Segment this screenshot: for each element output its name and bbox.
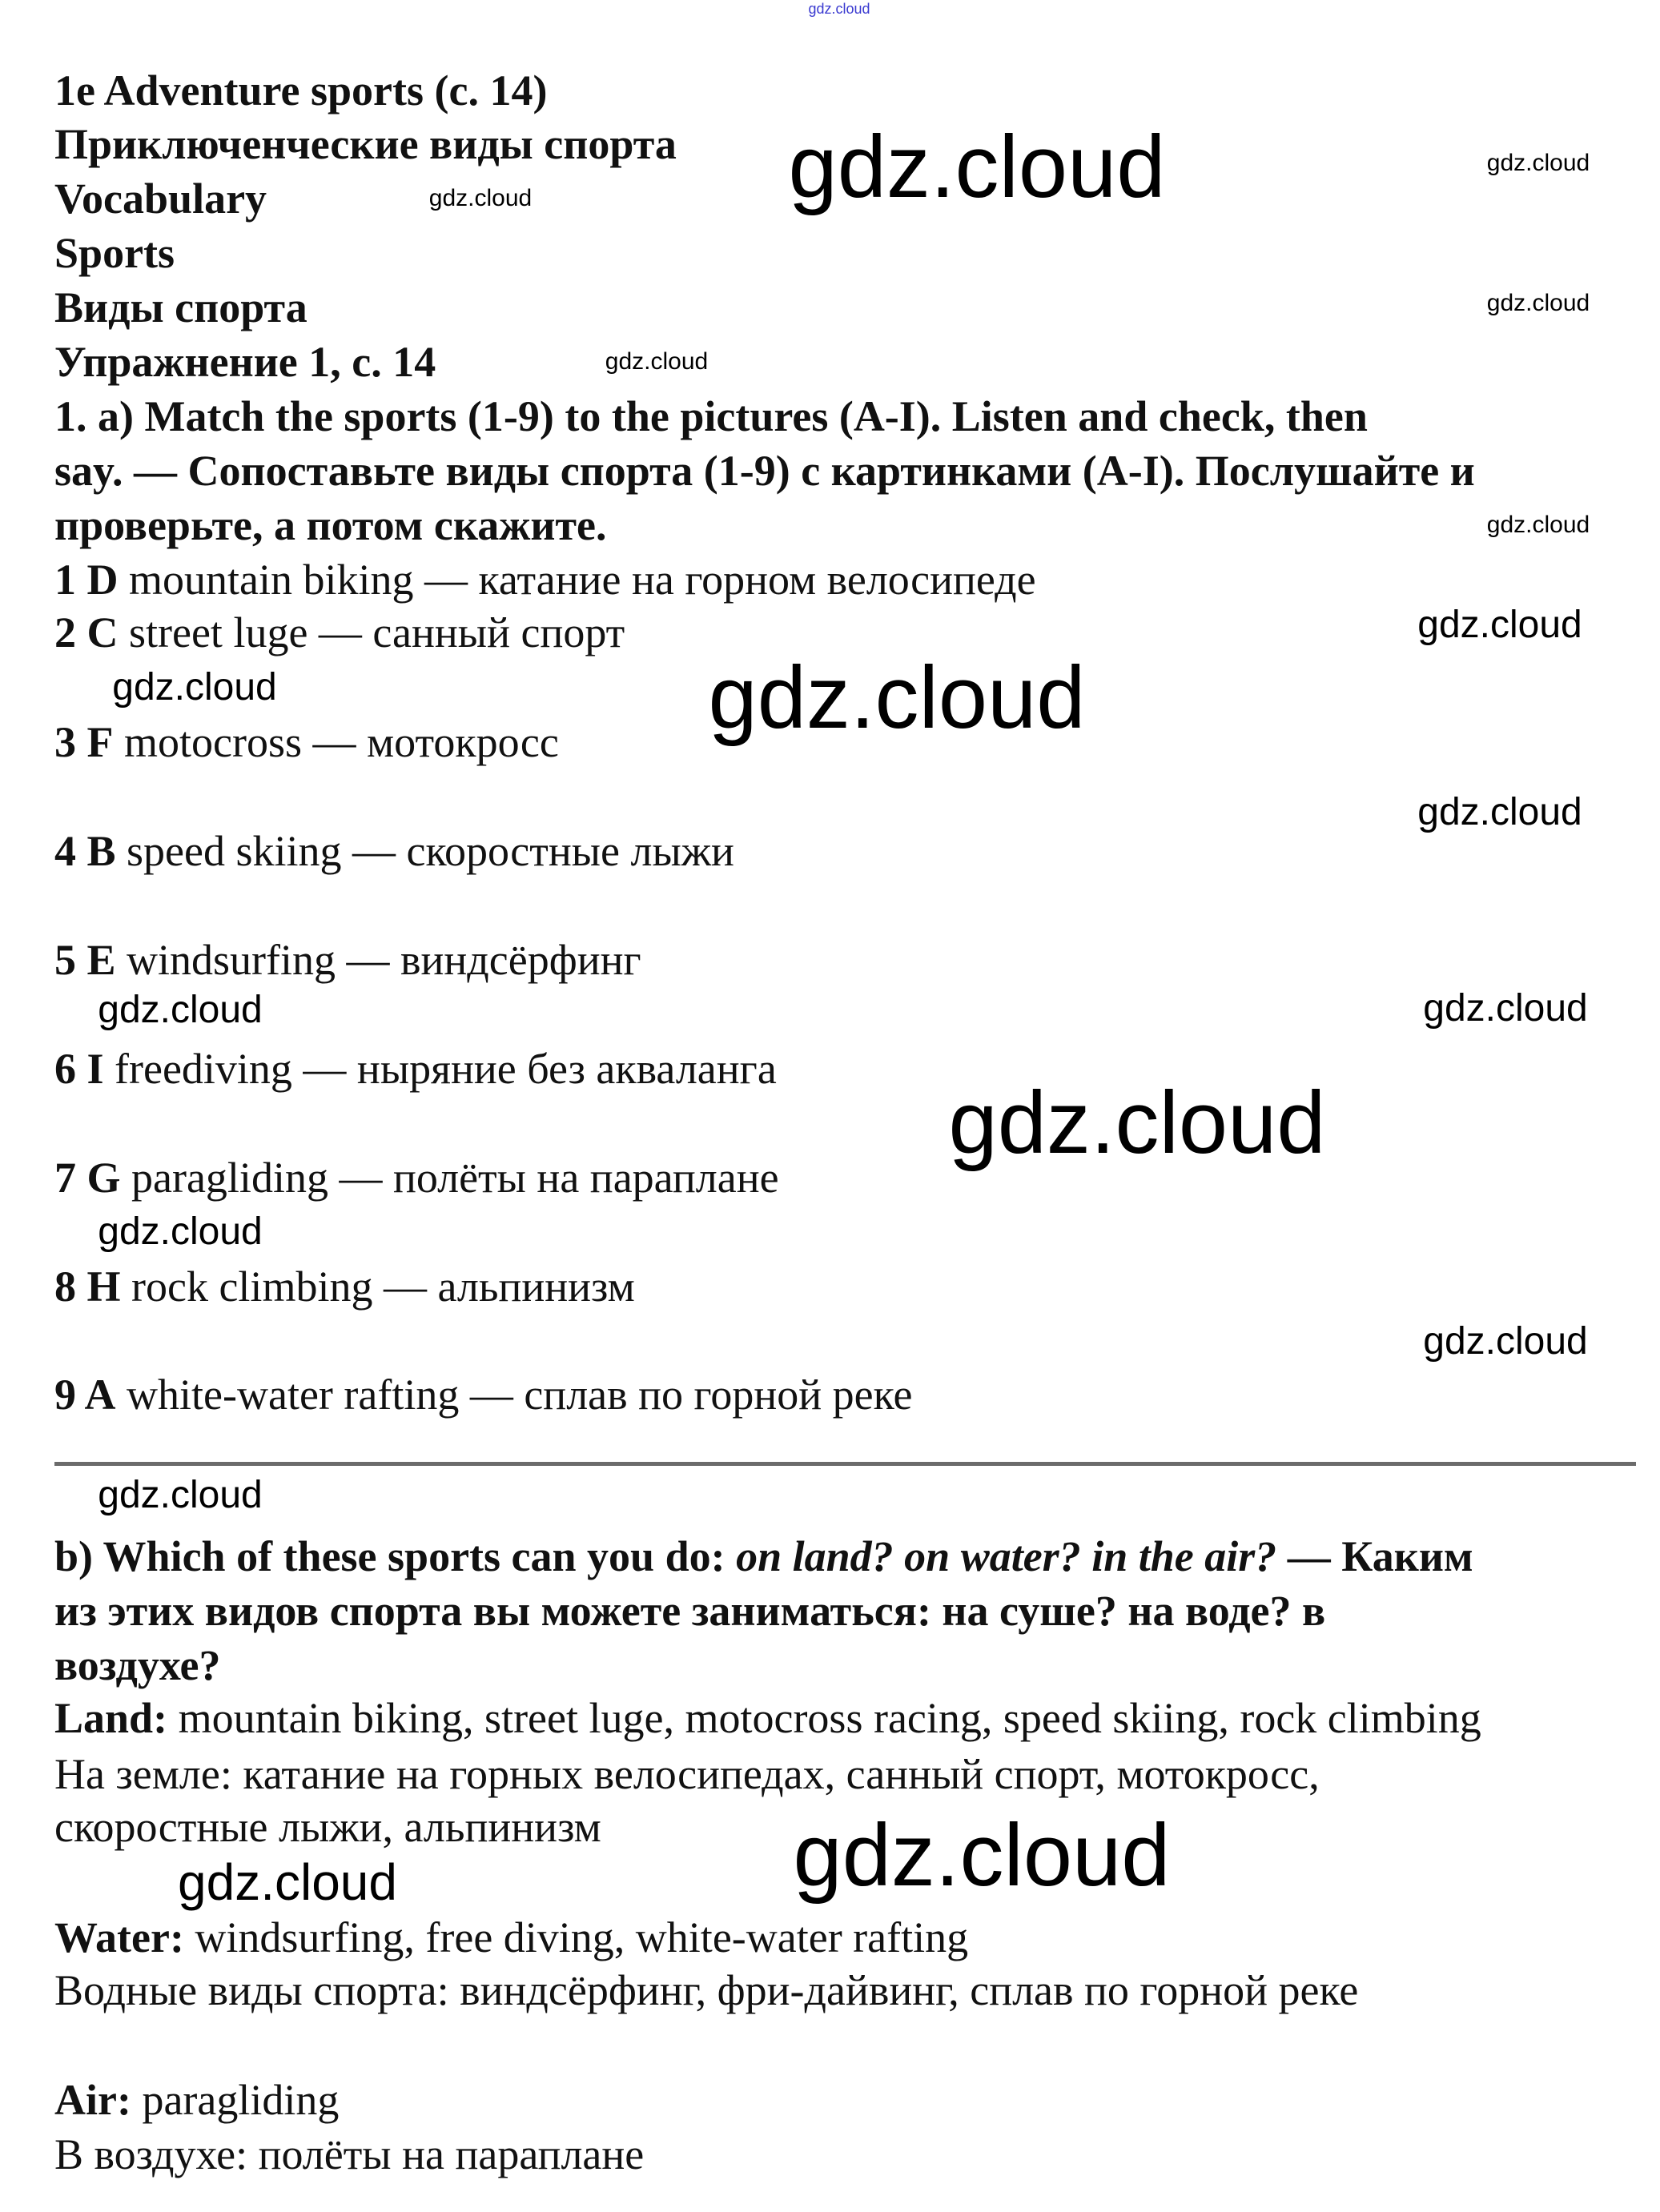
answer-key: 3 F: [54, 718, 114, 766]
answer-key: 8 H: [54, 1263, 121, 1311]
answer-item: [54, 1042, 777, 1096]
answer-item: [54, 552, 1036, 607]
task-b-line: воздухе?: [54, 1641, 221, 1689]
watermark: gdz.cloud: [1423, 1320, 1588, 1363]
watermark: gdz.cloud: [793, 1806, 1171, 1905]
exercise-heading: Упражнение 1, с. 14: [54, 338, 436, 386]
watermark: gdz.cloud: [178, 1853, 397, 1911]
answer-key: 9 A: [54, 1371, 116, 1419]
water-label: Water:: [54, 1913, 184, 1961]
water-answer-ru: Водные виды спорта: виндсёрфинг, фри-дайвинг, сплав по горной реке: [54, 1966, 1359, 2014]
horizontal-divider: [54, 1462, 1636, 1466]
task-b-suffix: — Каким: [1276, 1532, 1473, 1580]
task-b-prefix: b) Which of these sports can you do:: [54, 1532, 737, 1580]
task-a-line: say. — Сопоставьте виды спорта (1-9) с картинками (A-I). Послушайте и: [54, 447, 1475, 495]
watermark: gdz.cloud: [788, 118, 1166, 216]
answer-text: speed skiing — скоростные лыжи: [115, 827, 734, 875]
watermark: gdz.cloud: [1417, 604, 1582, 646]
answer-item: [54, 933, 641, 987]
answer-item: [54, 605, 625, 660]
task-a-line: проверьте, а потом скажите.: [54, 501, 607, 549]
watermark: gdz.cloud: [708, 648, 1086, 747]
answer-text: street luge — санный спорт: [118, 608, 625, 656]
subsection-heading: Sports: [54, 229, 175, 277]
watermark: gdz.cloud: [1417, 791, 1582, 833]
watermark: gdz.cloud: [98, 1474, 263, 1516]
watermark: gdz.cloud: [808, 1, 870, 17]
air-answer: [54, 2073, 339, 2127]
watermark: gdz.cloud: [98, 989, 263, 1031]
air-label: Air:: [54, 2076, 131, 2124]
answer-item: [54, 824, 734, 878]
watermark: gdz.cloud: [1486, 512, 1590, 538]
land-answer: [54, 1691, 1481, 1745]
land-text: mountain biking, street luge, motocross racing, speed skiing, rock climbing: [167, 1694, 1481, 1742]
watermark: gdz.cloud: [1486, 150, 1590, 176]
page-title: 1e Adventure sports (с. 14): [54, 66, 548, 114]
watermark: gdz.cloud: [98, 1210, 263, 1253]
answer-item: [54, 1367, 912, 1422]
watermark: gdz.cloud: [428, 185, 533, 211]
answer-key: 5 E: [54, 936, 116, 984]
watermark: gdz.cloud: [112, 666, 277, 709]
watermark: gdz.cloud: [1423, 987, 1588, 1030]
answer-item: [54, 1259, 635, 1314]
watermark: gdz.cloud: [948, 1074, 1326, 1172]
subsection-heading-ru: Виды спорта: [54, 283, 307, 331]
answer-text: freediving — ныряние без акваланга: [103, 1045, 777, 1093]
land-answer-ru: На земле: катание на горных велосипедах, санный спорт, мотокросс,: [54, 1750, 1320, 1798]
watermark: gdz.cloud: [605, 348, 709, 375]
section-heading: Vocabulary: [54, 175, 267, 223]
answer-text: windsurfing — виндсёрфинг: [115, 936, 641, 984]
water-text: windsurfing, free diving, white-water rafting: [183, 1913, 969, 1961]
land-answer-ru: скоростные лыжи, альпинизм: [54, 1803, 601, 1851]
watermark: gdz.cloud: [1486, 290, 1590, 316]
task-b-italic: on land? on water? in the air?: [736, 1532, 1277, 1580]
task-a-line: 1. a) Match the sports (1-9) to the pictures (A-I). Listen and check, then: [54, 392, 1368, 440]
air-answer-ru: В воздухе: полёты на параплане: [54, 2130, 645, 2178]
answer-key: 6 I: [54, 1045, 104, 1093]
answer-text: rock climbing — альпинизм: [120, 1263, 635, 1311]
answer-text: white-water rafting — сплав по горной реке: [115, 1371, 913, 1419]
answer-item: [54, 715, 559, 769]
answer-key: 1 D: [54, 556, 119, 604]
answer-key: 2 C: [54, 608, 119, 656]
task-b-line: из этих видов спорта вы можете заниматься: на суше? на воде? в: [54, 1587, 1326, 1635]
page-title-ru: Приключенческие виды спорта: [54, 120, 677, 168]
answer-key: 7 G: [54, 1154, 121, 1202]
air-text: paragliding: [131, 2076, 340, 2124]
land-label: Land:: [54, 1694, 168, 1742]
answer-item: [54, 1150, 779, 1205]
answer-text: motocross — мотокросс: [113, 718, 559, 766]
answer-text: paragliding — полёты на параплане: [120, 1154, 779, 1202]
answer-text: mountain biking — катание на горном велосипеде: [118, 556, 1036, 604]
task-b-line: [54, 1529, 1473, 1584]
water-answer: [54, 1910, 968, 1965]
answer-key: 4 B: [54, 827, 116, 875]
